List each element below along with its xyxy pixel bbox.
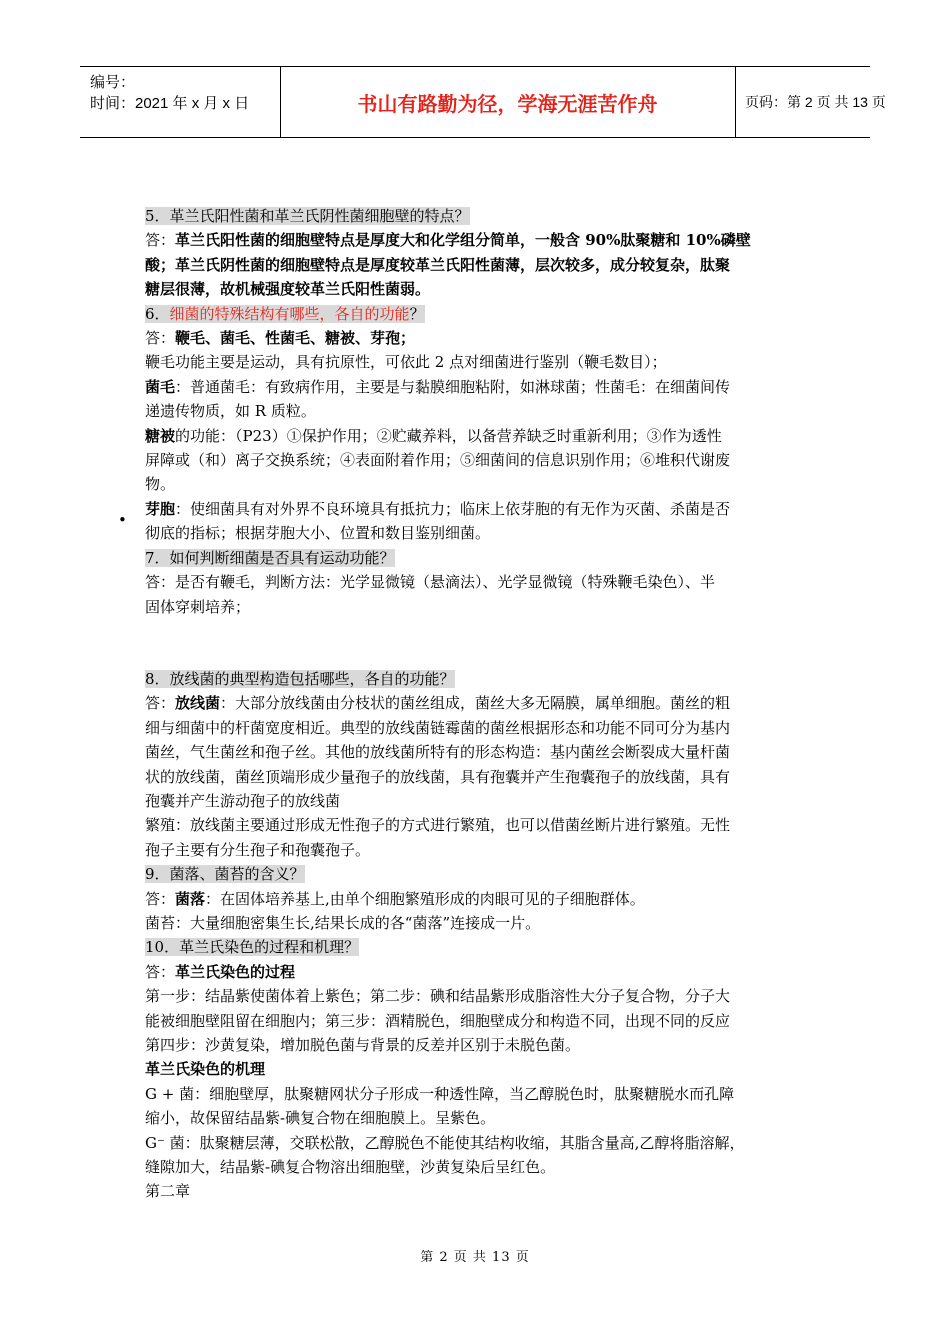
- question-6: 6．细菌的特殊结构有哪些，各自的功能？: [145, 304, 425, 323]
- page-header: [80, 66, 886, 138]
- gram-mechanism-title: 革兰氏染色的机理: [145, 1060, 266, 1079]
- answer-8-line-5: 孢囊并产生游动孢子的放线菌: [145, 791, 341, 810]
- reproduction-line-1: 繁殖：放线菌主要通过形成无性孢子的方式进行繁殖，也可以借菌丝断片进行繁殖。无性: [145, 816, 731, 835]
- gram-negative-line-1: G⁻ 菌：肽聚糖层薄，交联松散，乙醇脱色不能使其结构收缩，其脂含量高,乙醇将脂溶解，: [145, 1133, 745, 1152]
- capsule-line-2: 屏障或（和）离子交换系统；④表面附着作用；⑤细菌间的信息识别作用；⑥堆积代谢废: [145, 451, 731, 470]
- pili-line-2: 递遗传物质，如 R 质粒。: [145, 402, 316, 421]
- answer-prefix: 答：: [145, 889, 176, 908]
- answer-8-line-2: 细与细菌中的杆菌宽度相近。典型的放线菌链霉菌的菌丝根据形态和功能不同可分为基内: [145, 718, 731, 737]
- answer-8-line-4: 状的放线菌，菌丝顶端形成少量孢子的放线菌，具有孢囊并产生孢囊孢子的放线菌，具有: [145, 767, 731, 786]
- answer-prefix: 答：: [145, 329, 176, 348]
- answer-8-line-3: 菌丝，气生菌丝和孢子丝。其他的放线菌所特有的形态构造：基内菌丝会断裂成大量杆菌: [145, 743, 731, 762]
- answer-prefix: 答：: [145, 962, 176, 981]
- answer-5-line-1: 革兰氏阳性菌的细胞壁特点是厚度大和化学组分简单，一般含 90%肽聚糖和 10%磷壁: [175, 231, 751, 250]
- page-footer: 第 2 页 共 13 页: [420, 1250, 530, 1265]
- gram-positive-line-2: 缩小，故保留结晶紫-碘复合物在细胞膜上。呈紫色。: [145, 1109, 496, 1128]
- list-bullet: •: [118, 511, 127, 529]
- gram-process-title: 革兰氏染色的过程: [175, 962, 296, 981]
- date-label: 时间：2021 年 x 月 x 日: [90, 95, 250, 112]
- question-9: 9．菌落、菌苔的含义？: [145, 865, 305, 884]
- chapter-heading: 第二章: [145, 1182, 191, 1201]
- gram-positive-line-1: G + 菌：细胞壁厚，肽聚糖网状分子形成一种透性障，当乙醇脱色时，肽聚糖脱水而孔障: [145, 1084, 735, 1103]
- question-8: 8．放线菌的典型构造包括哪些，各自的功能？: [145, 669, 455, 688]
- answer-7-line-1: 答：是否有鞭毛，判断方法：光学显微镜（悬滴法）、光学显微镜（特殊鞭毛染色）、半: [145, 573, 716, 592]
- answer-6-structures: 鞭毛、菌毛、性菌毛、糖被、芽孢；: [175, 329, 416, 348]
- colony-definition: ：在固体培养基上,由单个细胞繁殖形成的肉眼可见的子细胞群体。: [205, 889, 645, 908]
- answer-8-line-1: ：大部分放线菌由分枝状的菌丝组成，菌丝大多无隔膜，属单细胞。菌丝的粗: [220, 694, 731, 713]
- answer-prefix: 答：: [145, 694, 176, 713]
- document-number-label: 编号：: [90, 74, 136, 91]
- spore-line-2: 彻底的指标；根据芽胞大小、位置和数目鉴别细菌。: [145, 524, 491, 543]
- flagella-function: 鞭毛功能主要是运动，具有抗原性，可依此 2 点对细菌进行鉴别（鞭毛数目）；: [145, 353, 667, 372]
- gram-negative-line-2: 缝隙加大，结晶紫-碘复合物溶出细胞壁，沙黄复染后呈红色。: [145, 1158, 556, 1177]
- reproduction-line-2: 孢子主要有分生孢子和孢囊孢子。: [145, 840, 371, 859]
- question-7: 7．如何判断细菌是否具有运动功能？: [145, 548, 395, 567]
- capsule-line-3: 物。: [145, 475, 176, 494]
- question-5: 5．革兰氏阳性菌和革兰氏阴性菌细胞壁的特点？: [145, 207, 470, 225]
- question-10: 10．革兰氏染色的过程和机理？: [145, 938, 360, 957]
- capsule-term: 糖被: [145, 426, 176, 445]
- actinomycetes-term: 放线菌: [175, 694, 221, 713]
- gram-steps-line-3: 第四步：沙黄复染，增加脱色菌与背景的反差并区别于未脱色菌。: [145, 1036, 581, 1054]
- gram-steps-line-1: 第一步：结晶紫使菌体着上紫色；第二步：碘和结晶紫形成脂溶性大分子复合物，分子大: [145, 987, 731, 1006]
- header-page-number: 页码：第 2 页 共 13 页: [745, 94, 886, 110]
- answer-5-line-3: 糖层很薄，故机械强度较革兰氏阳性菌弱。: [145, 280, 431, 299]
- answer-prefix: 答：: [145, 231, 176, 250]
- spore-line-1: ：使细菌具有对外界不良环境具有抵抗力；临床上依芽胞的有无作为灭菌、杀菌是否: [175, 499, 731, 518]
- spore-term: 芽胞: [145, 499, 176, 518]
- colony-term: 菌落: [175, 889, 206, 908]
- header-motto: 书山有路勤为径，学海无涯苦作舟: [280, 67, 736, 137]
- gram-steps-line-2: 能被细胞壁阻留在细胞内；第三步：酒精脱色，细胞壁成分和构造不同，出现不同的反应: [145, 1011, 731, 1030]
- answer-7-line-2: 固体穿刺培养；: [145, 597, 251, 616]
- document-body: [145, 204, 810, 1204]
- pili-term: 菌毛: [145, 377, 176, 396]
- header-left-cell: [80, 67, 281, 137]
- capsule-line-1: 的功能：（P23）①保护作用；②贮藏养料，以备营养缺乏时重新利用；③作为透性: [175, 426, 722, 445]
- answer-5-line-2: 酸；革兰氏阴性菌的细胞壁特点是厚度较革兰氏阳性菌薄，层次较多，成分较复杂，肽聚: [145, 255, 731, 274]
- pili-line-1: ：普通菌毛：有致病作用，主要是与黏膜细胞粘附，如淋球菌；性菌毛：在细菌间传: [175, 377, 731, 396]
- lawn-definition: 菌苔：大量细胞密集生长,结果长成的各“菌落”连接成一片。: [145, 913, 541, 932]
